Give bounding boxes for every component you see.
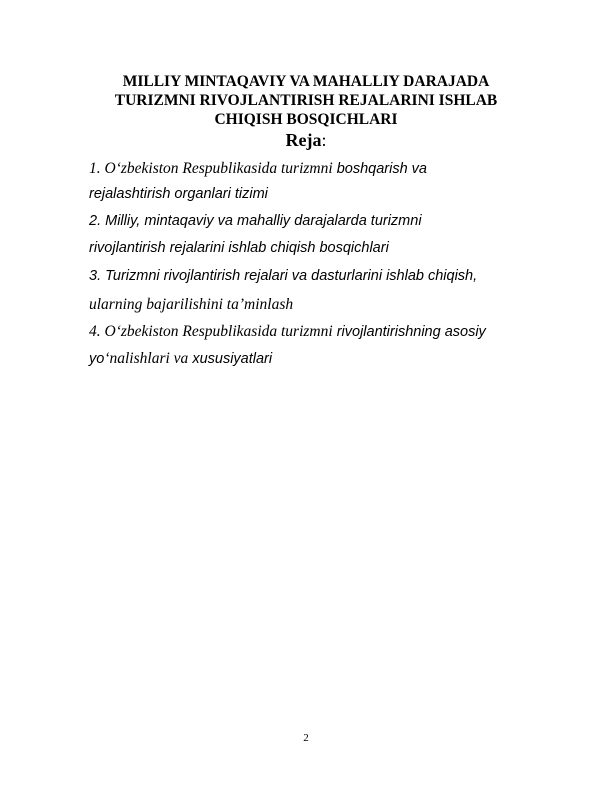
plan-item-3-line-2 [89,294,293,316]
plan-heading-label: Reja [285,130,322,150]
plan-item-4-continuation-c: xususiyatlari [188,351,273,367]
plan-item-1-continuation: rejalashtirish organlari tizimi [89,186,268,202]
title-line-1: MILLIY MINTAQAVIY VA MAHALLIY DARAJADA [122,73,490,90]
plan-item-4-text-serif: 4. O‘zbekiston Respublikasida turizmni [89,323,333,340]
title-line-3: CHIQISH BOSQICHLARI [214,111,398,128]
plan-item-4-line-2 [89,348,272,370]
title-line-2: TURIZMNI RIVOJLANTIRISH REJALARINI ISHLAB [114,92,498,109]
plan-item-3-continuation: ularning bajarilishini ta’minlash [89,296,294,313]
plan-item-4-text-sans: rivojlantirishning asosiy [332,324,486,340]
plan-heading-colon: : [321,130,327,150]
plan-item-4-continuation-a: yo [89,351,105,367]
plan-item-2-continuation: rivojlantirish rejalarini ishlab chiqish bosqichlari [89,240,389,256]
plan-item-1-line-2 [89,183,268,205]
page-number: 2 [303,732,309,744]
plan-item-1-text-sans: boshqarish va [332,161,427,177]
plan-item-1-line-1 [89,158,427,180]
plan-item-2-text: 2. Milliy, mintaqaviy va mahalliy darajalarda turizmni [89,213,422,229]
plan-heading [0,129,612,151]
plan-item-3-text: 3. Turizmni rivojlantirish rejalari va dasturlarini ishlab chiqish, [89,268,478,284]
plan-item-1-text-serif: 1. O‘zbekiston Respublikasida turizmni [89,160,333,177]
plan-item-4-line-1 [89,321,486,343]
plan-item-2-line-2 [89,237,389,259]
plan-item-4-continuation-b: ‘nalishlari va [104,350,189,367]
plan-item-3-line-1 [89,265,477,287]
document-title [95,72,517,129]
plan-item-2-line-1 [89,210,422,232]
